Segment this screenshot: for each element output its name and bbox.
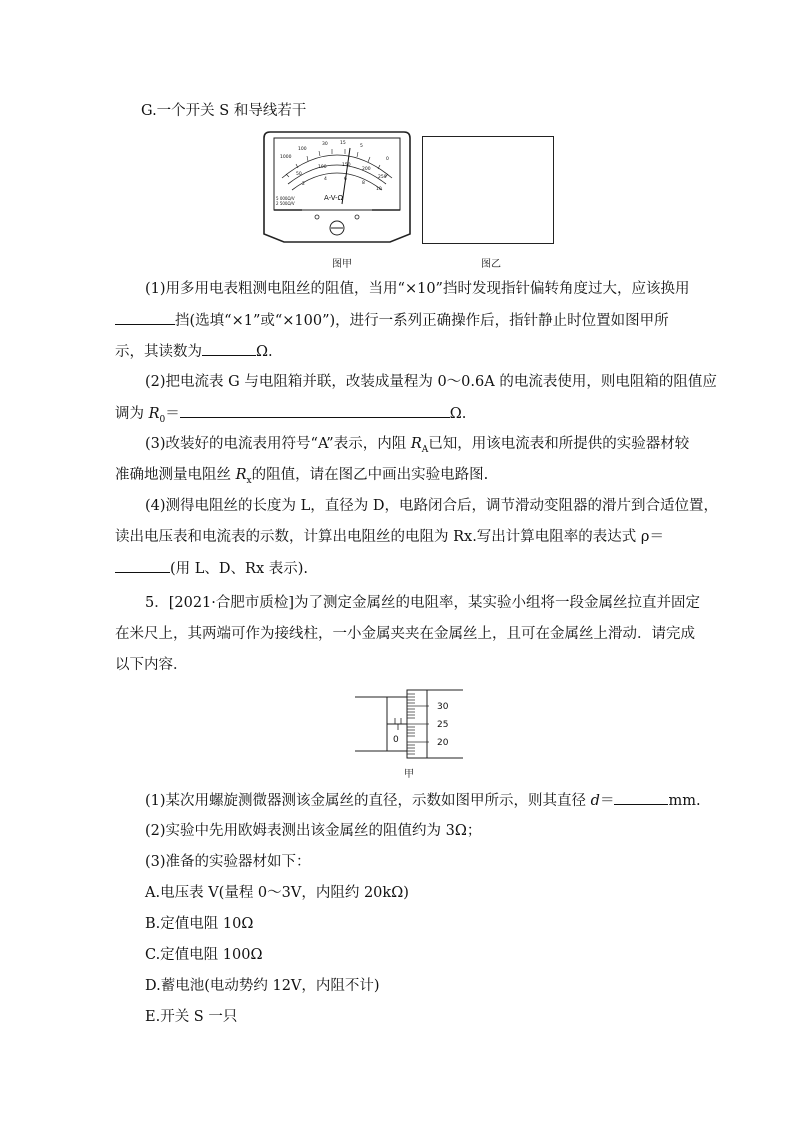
multimeter-figure [262,130,412,252]
q5-line1: 5．[2021·合肥市质检]为了测定金属丝的电阻率，某实验小组将一段金属丝拉直并固定 [145,595,701,611]
q3-line1a: (3)改装好的电流表用符号“A”表示，内阻 [145,436,411,452]
q4-line3: (用 L、D、Rx 表示). [170,561,308,577]
item-1-eq: ＝ [599,793,615,809]
svg-text:150: 150 [342,163,351,168]
item-1-unit: mm. [668,793,701,809]
svg-text:0: 0 [386,157,389,162]
svg-text:200: 200 [362,167,371,172]
q1-answer-blank-2[interactable] [202,341,256,356]
q3-sub2: x [246,475,252,486]
svg-text:15: 15 [340,141,346,146]
q2-line1: (2)把电流表 G 与电阻箱并联，改装成量程为 0～0.6A 的电流表使用，则电阻箱的阻值应 [145,374,717,390]
svg-text:5: 5 [360,144,363,149]
circuit-drawing-box [422,136,554,244]
svg-text:4: 4 [324,177,327,182]
svg-text:50: 50 [296,172,302,177]
caption-figure-a: 图甲 [332,259,352,270]
caption-micrometer: 甲 [404,769,414,780]
meter-spec-2: 2 500Ω/V [276,201,295,206]
q1-line1: (1)用多用电表粗测电阻丝的阻值，当用“×10”挡时发现指针偏转角度过大，应该换用 [145,281,690,297]
q2-prefix: 调为 [115,406,149,422]
q1-line2: 挡(选填“×1”或“×100”)，进行一系列正确操作后，指针静止时位置如图甲所 [175,313,669,329]
svg-text:30: 30 [322,142,328,147]
q3-line2b: 的阻值，请在图乙中画出实验电路图. [251,467,489,483]
svg-text:10: 10 [376,187,382,192]
micrometer-tick-30: 30 [437,702,449,712]
q4-line2: 读出电压表和电流表的示数，计算出电阻丝的电阻为 Rx.写出计算电阻率的表达式 ρ＝ [115,529,664,545]
q1-line3: 示，其读数为 [115,344,202,360]
item-1-answer-blank[interactable] [614,790,668,805]
micrometer-figure [355,688,467,764]
q4-answer-blank[interactable] [115,558,170,573]
svg-text:6: 6 [344,177,347,182]
svg-text:8: 8 [362,181,365,186]
q2-unit: Ω. [449,406,467,422]
option-d: D.蓄电池(电动势约 12V，内阻不计) [145,978,380,994]
item-3: (3)准备的实验器材如下： [145,854,311,870]
q1-answer-blank-1[interactable] [115,310,175,325]
meter-spec-1: 5 000Ω/V [276,196,295,201]
svg-text:100: 100 [298,147,307,152]
q2-eq: ＝ [165,406,180,422]
item-2: (2)实验中先用欧姆表测出该金属丝的阻值约为 3Ω； [145,823,482,839]
svg-text:2: 2 [302,182,305,187]
caption-figure-b: 图乙 [481,259,501,270]
q3-var2: R [235,467,247,483]
q3-line2a: 准确地测量电阻丝 [115,467,236,483]
meter-label: A-V-Ω [324,194,344,202]
q4-line1: (4)测得电阻丝的长度为 L，直径为 D，电路闭合后，调节滑动变阻器的滑片到合适位置， [145,498,719,514]
svg-text:250: 250 [378,175,387,180]
q3-sub1: A [421,444,429,455]
item-g: G.一个开关 S 和导线若干 [141,103,307,119]
micrometer-zero: 0 [393,735,399,745]
option-c: C.定值电阻 100Ω [145,947,263,963]
q3-line1b: 已知，用该电流表和所提供的实验器材较 [428,436,690,452]
option-e: E.开关 S 一只 [145,1009,238,1025]
q2-answer-blank[interactable] [180,403,450,418]
micrometer-tick-25: 25 [437,720,449,730]
q1-unit: Ω. [256,344,273,360]
item-1-var: d [590,793,600,809]
micrometer-tick-20: 20 [437,738,449,748]
q5-line3: 以下内容． [115,657,188,673]
q3-var1: R [410,436,422,452]
svg-text:100: 100 [318,165,327,170]
option-b: B.定值电阻 10Ω [145,916,254,932]
q2-var: R [148,406,160,422]
option-a: A.电压表 V(量程 0～3V，内阻约 20kΩ) [145,885,409,901]
q5-line2: 在米尺上，其两端可作为接线柱，一小金属夹夹在金属丝上，且可在金属丝上滑动．请完成 [115,626,695,642]
meter-scale-top: 1000 [280,155,292,160]
item-1-text: (1)某次用螺旋测微器测该金属丝的直径，示数如图甲所示，则其直径 [145,793,591,809]
q2-sub: 0 [159,414,166,425]
